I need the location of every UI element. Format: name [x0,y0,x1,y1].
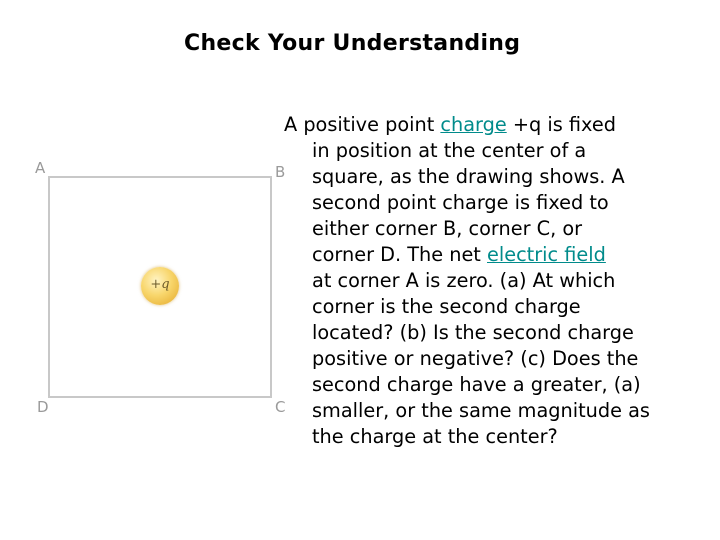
electric-field-link[interactable]: electric field [487,243,606,266]
question-line [284,242,714,268]
corner-d-label: D [37,398,49,416]
slide-title: Check Your Understanding [184,31,521,56]
corner-c-label: C [275,398,286,416]
corner-a-label: A [35,159,46,177]
charge-link[interactable]: charge [440,113,507,136]
question-line: second point charge is fixed to [312,191,609,214]
question-line: second charge have a greater, (a) [312,373,641,396]
question-line: in position at the center of a [312,139,587,162]
charge-square-diagram [30,150,300,420]
question-line: located? (b) Is the second charge [312,321,634,344]
question-text-segment: corner D. The net [312,243,487,266]
question-line: either corner B, corner C, or [312,217,583,240]
question-line: smaller, or the same magnitude as [312,399,650,422]
corner-b-label: B [275,163,286,181]
question-text-segment: +q is fixed [506,113,616,136]
point-charge [141,267,179,305]
question-text [284,112,714,450]
question-line [284,112,714,138]
question-line: positive or negative? (c) Does the [312,347,639,370]
charge-label: +q [150,277,170,292]
question-text-segment: A positive point [284,113,441,136]
question-line: corner is the second charge [312,295,581,318]
question-line: square, as the drawing shows. A [312,165,625,188]
question-line: at corner A is zero. (a) At which [312,269,616,292]
question-line: the charge at the center? [312,425,558,448]
